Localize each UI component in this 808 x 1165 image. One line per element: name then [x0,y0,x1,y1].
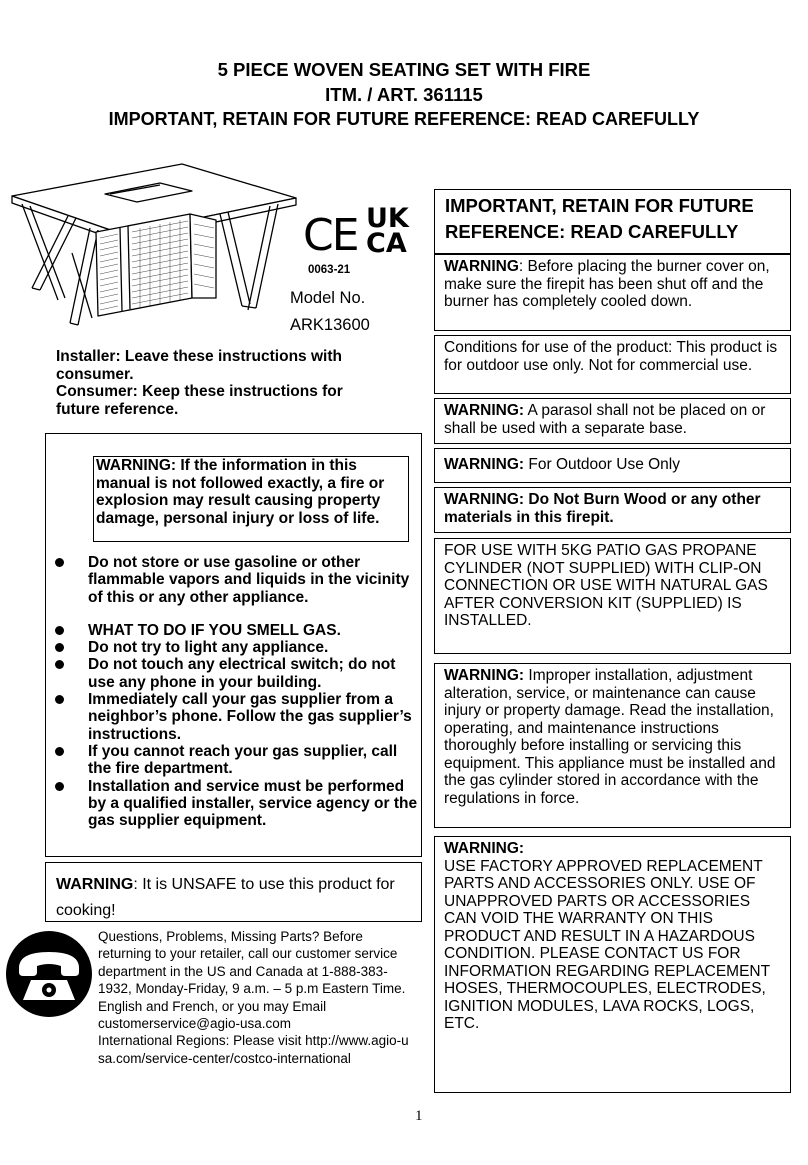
parasol-warning-box [434,398,791,444]
installation-warning-text: Improper installation, adjustment alteration, service, or maintenance can cause injury or property damage. Read the installation, operating, and maintenance instructions thoroughly before installing or servicing this equipment. This appliance must be installed and the gas cylinder stored in accordance with the regulations in force. [444,667,776,807]
list-item: Do not store or use gasoline or other flammable vapors and liquids in the vicinity of this or any other appliance. [46,554,418,606]
international-support-text: International Regions: Please visit http://www.agio-usa.com/service-center/costco-international [98,1033,409,1066]
gas-cylinder-box: FOR USE WITH 5KG PATIO GAS PROPANE CYLINDER (NOT SUPPLIED) WITH CLIP-ON CONNECTION OR USE WITH NATURAL GAS AFTER CONVERSION KIT (SUPPLIED) IS INSTALLED. [434,538,791,654]
list-item: Installation and service must be performed by a qualified installer, service agency or the gas supplier equipment. [46,778,418,830]
outdoor-warning-text: For Outdoor Use Only [524,456,680,473]
fire-table-illustration [10,158,300,333]
doc-title: 5 PIECE WOVEN SEATING SET WITH FIRE [217,59,591,80]
outdoor-warning-label: WARNING: [444,456,525,473]
model-label: Model No. [290,289,366,307]
telephone-icon [5,930,93,1018]
consumer-line: Consumer: Keep these instructions for future reference. [56,383,343,418]
list-item: Do not try to light any appliance. [46,639,418,656]
retain-notice: IMPORTANT, RETAIN FOR FUTURE REFERENCE: READ CAREFULLY [108,109,700,129]
parts-warning-label: WARNING: [444,840,525,857]
outdoor-warning-box [434,448,791,483]
ukca-mark [366,203,409,259]
parasol-warning-label: WARNING: [444,402,525,419]
item-number: ITM. / ART. 361115 [325,84,483,105]
ukca-mark-top: UK [366,203,409,234]
list-item: Immediately call your gas supplier from a neighbor’s phone. Follow the gas supplier’s instructions. [46,691,418,743]
cooking-warning-box [45,862,422,922]
fire-explosion-warning: WARNING: If the information in this manual is not followed exactly, a fire or explosion may result causing property damage, personal injury or loss of life. [93,456,409,542]
list-item: Do not touch any electrical switch; do not use any phone in your building. [46,656,418,691]
list-item: If you cannot reach your gas supplier, call the fire department. [46,743,418,778]
customer-service-text: Questions, Problems, Missing Parts? Before returning to your retailer, call our customer service department in the US and Canada at 1-888-383-1932, Monday-Friday, 9 a.m. – 5 p.m Eastern Time. English and French, or you may Email customerservice@agio-usa.com [98,929,406,1032]
list-item: WHAT TO DO IF YOU SMELL GAS. [46,622,418,639]
cert-number: 0063-21 [308,264,351,276]
gas-safety-list [46,554,418,829]
gas-safety-box [45,433,422,857]
cooking-warning-label: WARNING [56,876,134,893]
ukca-mark-bottom: CA [366,228,407,259]
parts-warning-text: USE FACTORY APPROVED REPLACEMENT PARTS AND ACCESSORIES ONLY. USE OF UNAPPROVED PARTS OR ACCESSORIES CAN VOID THE WARRANTY ON THIS PRODUCT AND RESULT IN A HAZARDOUS CONDITION. PLEASE CONTACT US FOR INFORMATION REGARDING REPLACEMENT HOSES, THERMOCOUPLES, ELECTRODES, IGNITION MODULES, LAVA ROCKS, LOGS, ETC. [444,857,770,1032]
wood-warning-box: WARNING: Do Not Burn Wood or any other materials in this firepit. [434,487,791,533]
burner-warning-box [434,254,791,331]
installer-note [56,348,386,418]
contact-info [98,928,413,1067]
model-number: ARK13600 [290,316,370,334]
installation-warning-box [434,663,791,828]
page-number: 1 [415,1108,423,1124]
parasol-warning-text: A parasol shall not be placed on or shall be used with a separate base. [444,402,766,437]
conditions-box: Conditions for use of the product: This product is for outdoor use only. Not for commercial use. [434,335,791,394]
installer-line: Installer: Leave these instructions with consumer. [56,348,342,383]
burner-warning-label: WARNING [444,258,519,275]
cooking-warning-text: : It is UNSAFE to use this product for cooking! [56,876,395,919]
installation-warning-label: WARNING: [444,667,525,684]
retain-header-box: IMPORTANT, RETAIN FOR FUTURE REFERENCE: READ CAREFULLY [434,189,791,254]
burner-warning-text: : Before placing the burner cover on, make sure the firepit has been shut off and the burner has completely cooled down. [444,258,770,310]
ce-mark: CE [303,210,358,261]
parts-warning-box [434,836,791,1093]
